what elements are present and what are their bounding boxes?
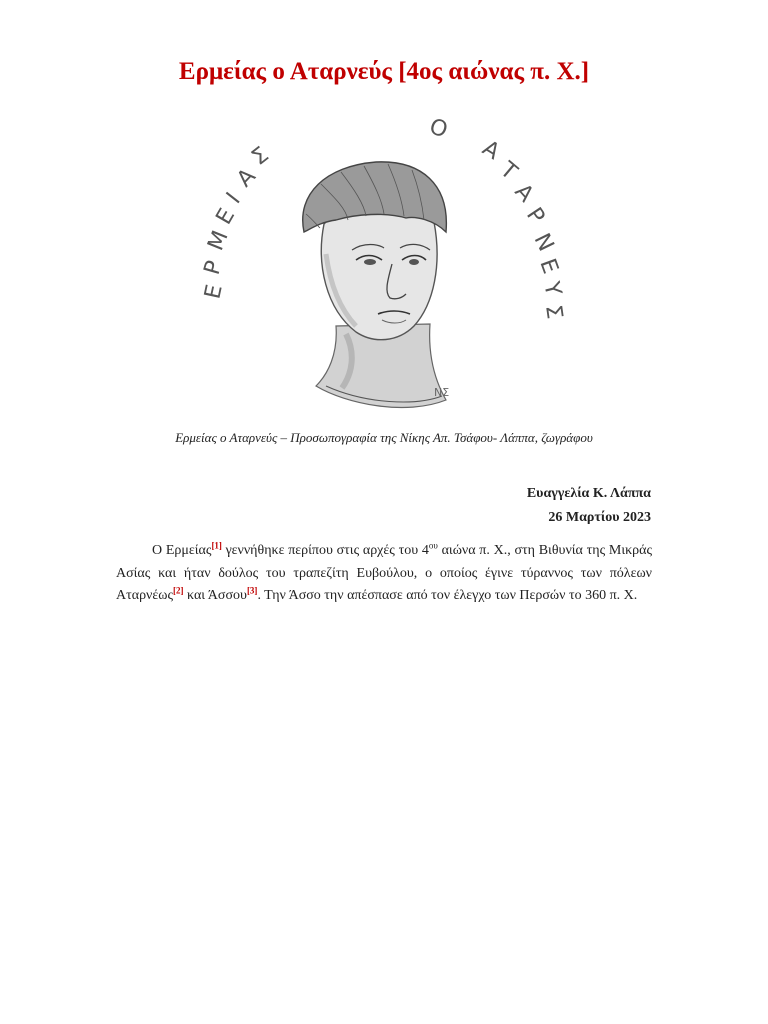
svg-text:Α: Α bbox=[477, 135, 504, 166]
svg-text:Ε: Ε bbox=[200, 282, 228, 302]
svg-text:Α: Α bbox=[232, 163, 261, 193]
ordinal-superscript: ου bbox=[428, 540, 438, 551]
footnote-link-2[interactable]: [2] bbox=[173, 585, 184, 596]
paragraph-text: αιώνα π. Χ., στη Βιθυνία της Μικράς Ασίας και ήταν δούλος του τραπεζίτη Ευβούλου, ο οποίος έγινε τύραννος των πόλεων Αταρνέως bbox=[116, 543, 653, 603]
paragraph-text: γεννήθηκε περίπου στις αρχές του 4 bbox=[221, 543, 429, 558]
page-title: Ερμείας ο Αταρνεύς [4ος αιώνας π. Χ.] bbox=[178, 58, 590, 85]
body-paragraph bbox=[116, 540, 652, 608]
svg-text:Α: Α bbox=[509, 179, 539, 208]
svg-text:Σ: Σ bbox=[540, 303, 567, 321]
paragraph-text: . Την Άσσο την απέσπασε από τον έλεγχο των Περσών το 360 π. Χ. bbox=[257, 588, 638, 603]
svg-text:Ι: Ι bbox=[222, 188, 246, 209]
svg-text:Μ: Μ bbox=[203, 227, 234, 255]
inscription-left bbox=[200, 142, 274, 301]
image-caption: Ερμείας ο Αταρνεύς – Προσωπογραφία της Νίκης Απ. Τσάφου- Λάππα, ζωγράφου bbox=[175, 430, 593, 445]
face-shape bbox=[321, 206, 437, 340]
svg-text:Ν: Ν bbox=[528, 229, 559, 256]
paragraph-text: Ο Ερμείας bbox=[152, 543, 212, 558]
publication-date: 26 Μαρτίου 2023 bbox=[548, 510, 651, 525]
artist-signature: ΝΣ bbox=[434, 386, 450, 399]
portrait-drawing bbox=[116, 104, 652, 418]
inscription-right bbox=[426, 114, 567, 320]
footnote-link-1[interactable]: [1] bbox=[211, 540, 222, 551]
svg-text:Ρ: Ρ bbox=[199, 257, 228, 278]
footnote-link-3[interactable]: [3] bbox=[246, 585, 258, 596]
author-name: Ευαγγελία Κ. Λάππα bbox=[526, 486, 651, 501]
svg-text:Ε: Ε bbox=[534, 255, 563, 278]
svg-text:Ο: Ο bbox=[425, 114, 451, 144]
svg-text:Σ: Σ bbox=[247, 142, 274, 171]
svg-text:Ε: Ε bbox=[211, 204, 241, 229]
paragraph-text: και Άσσου bbox=[183, 588, 247, 603]
svg-text:Τ: Τ bbox=[495, 157, 522, 186]
svg-text:Υ: Υ bbox=[538, 279, 566, 299]
svg-text:Ρ: Ρ bbox=[521, 203, 550, 229]
